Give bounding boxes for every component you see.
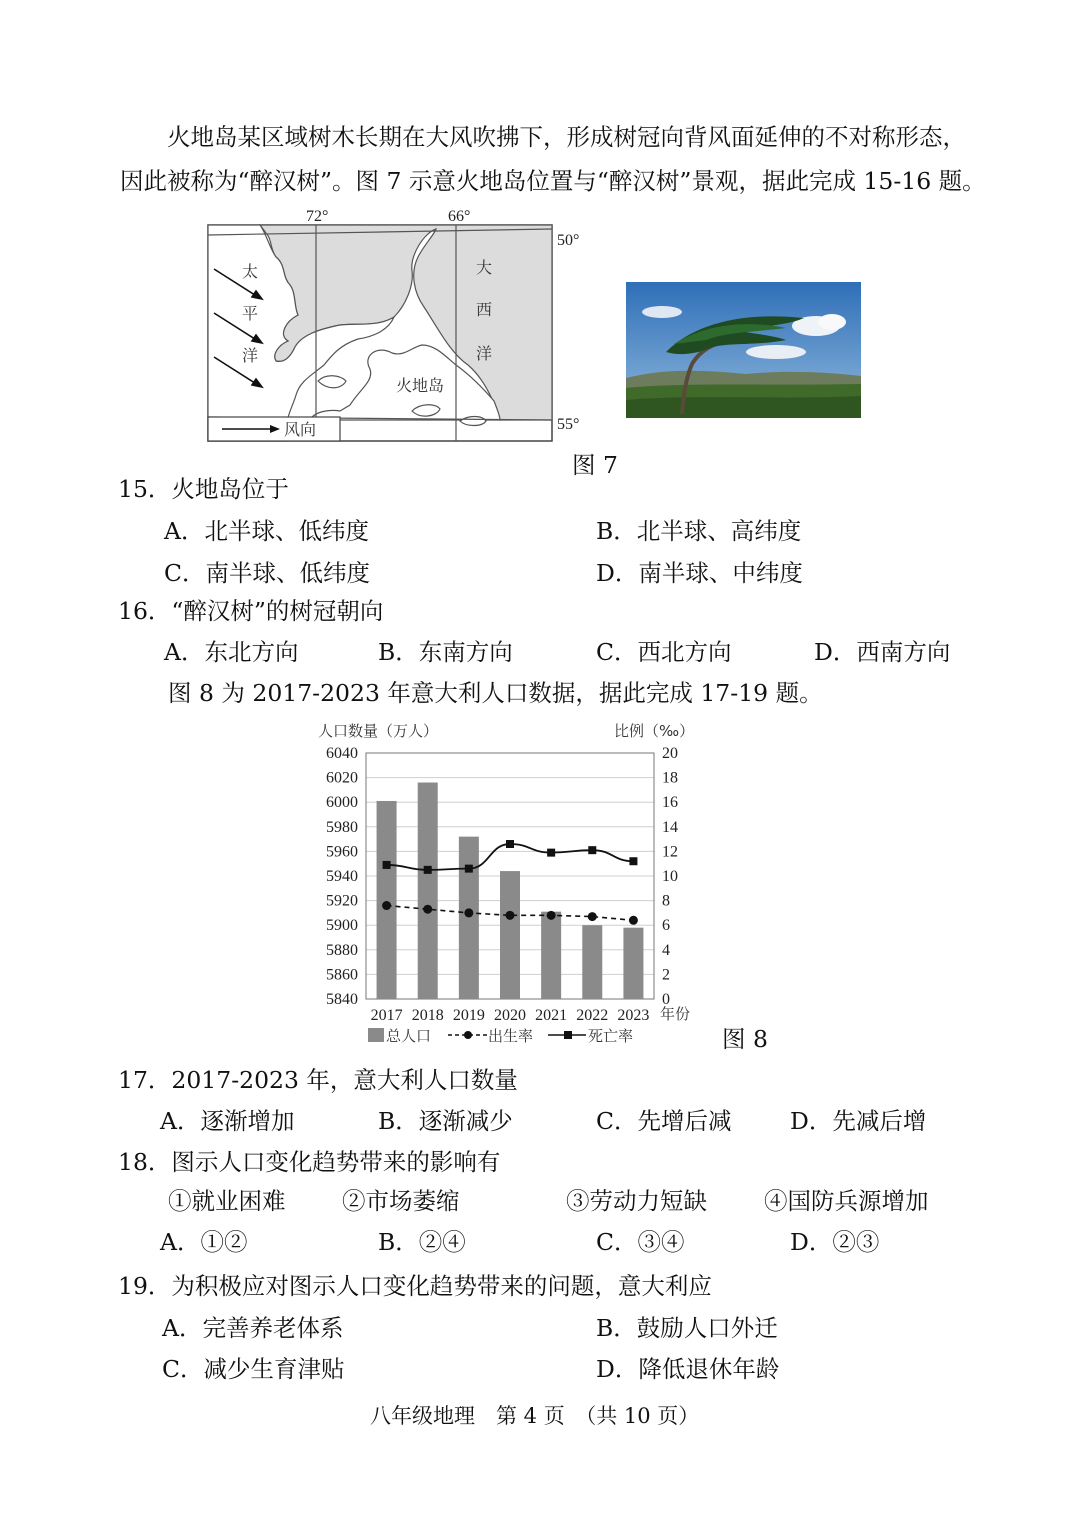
population-bar: [418, 783, 438, 999]
y-left-tick-label: 5860: [326, 966, 358, 984]
y-right-tick-label: 14: [662, 818, 678, 836]
q15-option-d[interactable]: D．南半球、中纬度: [596, 559, 803, 587]
q17-option-a[interactable]: A．逐渐增加: [160, 1107, 295, 1135]
y-left-tick-label: 5920: [326, 892, 358, 910]
y-left-tick-label: 5980: [326, 818, 358, 836]
q18-option-c[interactable]: C．③④: [596, 1228, 685, 1256]
q15-option-c[interactable]: C．南半球、低纬度: [164, 559, 370, 587]
pacific-label-3: 洋: [242, 346, 259, 365]
q16-stem: 16．“醉汉树”的树冠朝向: [118, 597, 384, 625]
intro-line-2: 因此被称为“醉汉树”。图 7 示意火地岛位置与“醉汉树”景观，据此完成 15-16 题。: [120, 167, 986, 195]
x-tick-label: 2020: [494, 1007, 526, 1024]
y-left-tick-label: 5900: [326, 917, 358, 935]
intro2: 图 8 为 2017-2023 年意大利人口数据，据此完成 17-19 题。: [168, 679, 823, 707]
q15-option-b[interactable]: B．北半球、高纬度: [596, 517, 802, 545]
q17-stem: 17．2017-2023 年，意大利人口数量: [118, 1066, 518, 1094]
atlantic-label-2: 西: [476, 300, 493, 319]
y-right-tick-label: 18: [662, 769, 678, 787]
q16-option-b[interactable]: B．东南方向: [378, 638, 513, 666]
y-right-tick-label: 8: [662, 892, 670, 910]
death-rate-point: [588, 846, 596, 854]
figure7-caption: 图 7: [572, 451, 618, 479]
death-rate-point: [424, 866, 432, 874]
y-right-tick-label: 4: [662, 941, 670, 959]
q15-stem: 15．火地岛位于: [118, 475, 289, 503]
y-left-tick-label: 6000: [326, 794, 358, 812]
y-left-tick-label: 6040: [326, 745, 358, 762]
q18-option-a[interactable]: A．①②: [160, 1228, 248, 1256]
atlantic-label-1: 大: [476, 258, 493, 277]
page-footer: 八年级地理 第 4 页 （共 10 页）: [370, 1404, 700, 1428]
population-bar: [500, 871, 520, 999]
legend-swatch-total: [368, 1028, 384, 1042]
intro-line-1: 火地岛某区域树木长期在大风吹拂下，形成树冠向背风面延伸的不对称形态，: [167, 123, 966, 151]
lat-50-label: 50°: [557, 232, 580, 249]
ylabel-left: 人口数量（万人）: [318, 722, 439, 740]
q16-option-d[interactable]: D．西南方向: [814, 638, 951, 666]
legend-marker-death: [564, 1031, 572, 1039]
birth-rate-point: [423, 905, 432, 914]
legend-marker-birth: [464, 1031, 472, 1039]
q19-option-d[interactable]: D．降低退休年龄: [596, 1355, 780, 1383]
x-tick-label: 2017: [370, 1007, 403, 1024]
q17-option-b[interactable]: B．逐渐减少: [378, 1107, 513, 1135]
y-right-tick-label: 0: [662, 991, 670, 1008]
x-tick-label: 2023: [617, 1007, 650, 1024]
birth-rate-point: [588, 912, 597, 921]
x-tick-label: 2021: [535, 1007, 568, 1024]
y-right-tick-label: 2: [662, 966, 670, 984]
y-right-tick-label: 6: [662, 917, 670, 935]
x-tick-label: 2019: [452, 1007, 485, 1024]
population-bars: [377, 783, 644, 999]
population-bar: [377, 801, 397, 999]
q19-option-a[interactable]: A．完善养老体系: [162, 1314, 344, 1342]
q19-stem: 19．为积极应对图示人口变化趋势带来的问题，意大利应: [118, 1272, 712, 1300]
lon-66-label: 66°: [448, 208, 471, 225]
population-bar: [623, 928, 643, 999]
q19-option-b[interactable]: B．鼓励人口外迁: [596, 1314, 778, 1342]
pacific-label-2: 平: [242, 304, 259, 323]
q18-option-b[interactable]: B．②④: [378, 1228, 466, 1256]
birth-rate-point: [382, 901, 391, 910]
legend-label-total: 总人口: [386, 1027, 432, 1045]
q17-option-d[interactable]: D．先减后增: [790, 1107, 927, 1135]
q18-stem: 18．图示人口变化趋势带来的影响有: [118, 1148, 501, 1176]
y-left-tick-label: 6020: [326, 769, 358, 787]
population-bar: [582, 925, 602, 999]
atlantic-label-3: 洋: [476, 344, 493, 363]
pacific-label-1: 太: [242, 262, 259, 281]
lon-72-label: 72°: [306, 208, 329, 225]
death-rate-point: [465, 865, 473, 873]
y-right-tick-label: 16: [662, 794, 678, 812]
y-right-tick-label: 12: [662, 843, 678, 861]
legend-label-death: 死亡率: [588, 1027, 634, 1045]
y-right-tick-label: 20: [662, 745, 678, 762]
q15-option-a[interactable]: A．北半球、低纬度: [164, 517, 369, 545]
death-rate-point: [629, 857, 637, 865]
death-rate-point: [383, 861, 391, 869]
ylabel-right: 比例（‰）: [614, 722, 695, 740]
q18-item-1: ①就业困难: [168, 1187, 286, 1215]
q18-option-d[interactable]: D．②③: [790, 1228, 880, 1256]
y-right-tick-label: 10: [662, 868, 678, 885]
death-rate-point: [547, 849, 555, 857]
q18-item-4: ④国防兵源增加: [764, 1187, 929, 1215]
death-rate-point: [506, 840, 514, 848]
birth-rate-point: [547, 911, 556, 920]
y-left-tick-label: 5960: [326, 843, 358, 861]
x-tick-label: 2022: [576, 1007, 609, 1024]
wind-legend-label: 风向: [284, 420, 317, 439]
birth-rate-point: [506, 911, 515, 920]
q16-option-a[interactable]: A．东北方向: [164, 638, 299, 666]
q16-option-c[interactable]: C．西北方向: [596, 638, 732, 666]
lat-55-label: 55°: [557, 416, 580, 433]
y-left-tick-label: 5840: [326, 991, 358, 1008]
island-label: 火地岛: [396, 376, 445, 395]
q17-option-c[interactable]: C．先增后减: [596, 1107, 732, 1135]
drunken-tree-photo: [626, 282, 861, 418]
birth-rate-point: [629, 916, 638, 925]
figure8-caption: 图 8: [722, 1025, 768, 1053]
q19-option-c[interactable]: C．减少生育津贴: [162, 1355, 345, 1383]
y-left-tick-label: 5880: [326, 941, 358, 959]
italy-population-chart: [300, 715, 700, 1050]
legend-label-birth: 出生率: [488, 1027, 534, 1045]
population-bar: [541, 912, 561, 999]
birth-rate-point: [464, 908, 473, 917]
y-left-tick-label: 5940: [326, 868, 358, 885]
population-bar: [459, 837, 479, 999]
q18-item-2: ②市场萎缩: [342, 1187, 460, 1215]
x-unit-label: 年份: [660, 1005, 691, 1023]
x-tick-label: 2018: [411, 1007, 444, 1024]
q18-item-3: ③劳动力短缺: [566, 1187, 707, 1215]
fuegian-map: [200, 205, 580, 445]
